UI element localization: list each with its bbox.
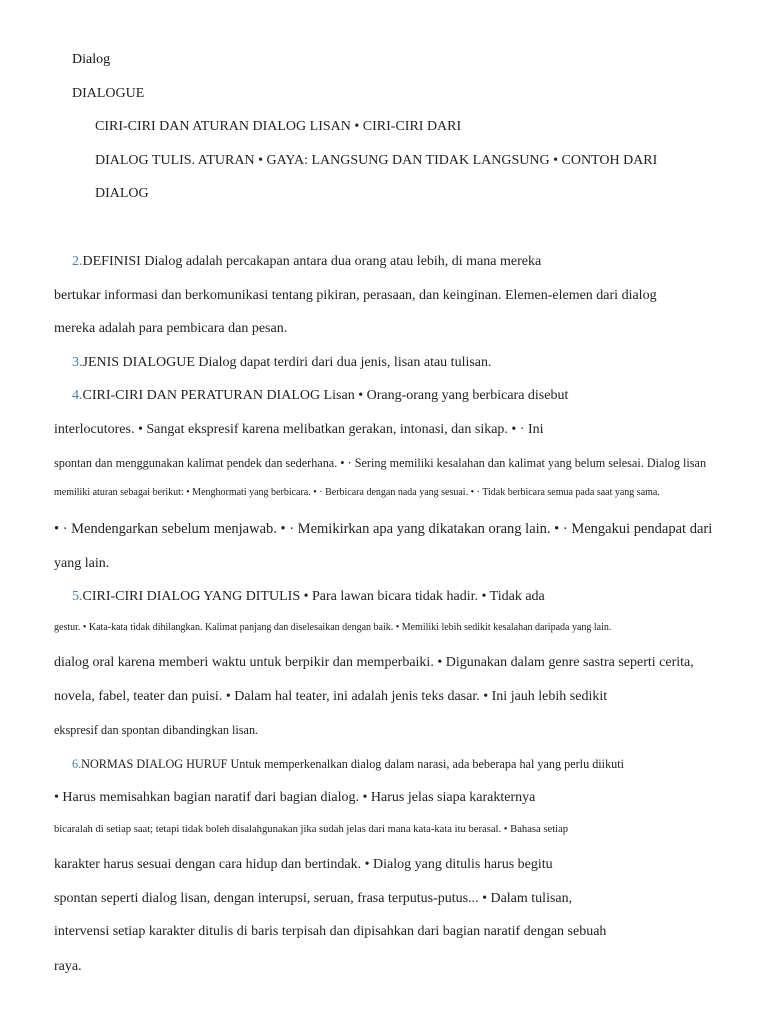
section-heading-line <box>72 389 568 403</box>
paragraph-line: karakter harus sesuai dengan cara hidup dan bertindak. • Dialog yang ditulis harus begitu <box>54 857 553 872</box>
paragraph-line: yang lain. <box>54 556 110 571</box>
paragraph-line: raya. <box>54 959 82 974</box>
paragraph-line: bicaralah di setiap saat; tetapi tidak boleh disalahgunakan jika sudah jelas dari mana kata-kata itu berasal. • Bahasa setiap <box>54 824 569 835</box>
section-number: 5. <box>72 589 83 604</box>
document-subtitle: DIALOGUE <box>72 86 145 101</box>
paragraph-line: spontan seperti dialog lisan, dengan interupsi, seruan, frasa terputus-putus... • Dalam tulisan, <box>54 891 573 906</box>
section-number: 2. <box>72 254 83 269</box>
toc-line: DIALOG TULIS. ATURAN • GAYA: LANGSUNG DAN TIDAK LANGSUNG • CONTOH DARI <box>95 153 658 168</box>
section-number: 6. <box>72 757 82 771</box>
section-number: 4. <box>72 388 83 403</box>
section-first-line: DEFINISI Dialog adalah percakapan antara dua orang atau lebih, di mana mereka <box>82 254 542 269</box>
section-first-line: JENIS DIALOGUE Dialog dapat terdiri dari dua jenis, lisan atau tulisan. <box>82 355 492 370</box>
paragraph-line: • · Mendengarkan sebelum menjawab. • · Memikirkan apa yang dikatakan orang lain. • · Mengakui pendapat dari <box>54 521 713 537</box>
section-heading-line <box>72 758 624 770</box>
document-title: Dialog <box>72 52 111 67</box>
section-heading-line <box>72 255 541 269</box>
paragraph-line: ekspresif dan spontan dibandingkan lisan. <box>54 723 259 737</box>
toc-line: CIRI-CIRI DAN ATURAN DIALOG LISAN • CIRI-CIRI DARI <box>95 119 462 134</box>
section-number: 3. <box>72 355 83 370</box>
section-first-line: CIRI-CIRI DIALOG YANG DITULIS • Para lawan bicara tidak hadir. • Tidak ada <box>82 589 545 604</box>
paragraph-line: memiliki aturan sebagai berikut: • Menghormati yang berbicara. • · Berbicara dengan nada yang sesuai. • · Tidak berbicara semua pada saat yang sama. <box>54 487 660 498</box>
section-heading-line <box>72 590 545 604</box>
toc-line: DIALOG <box>95 186 149 201</box>
paragraph-line: interlocutores. • Sangat ekspresif karena melibatkan gerakan, intonasi, dan sikap. • · Ini <box>54 422 544 437</box>
paragraph-line: • Harus memisahkan bagian naratif dari bagian dialog. • Harus jelas siapa karakternya <box>54 790 536 805</box>
section-first-line: NORMAS DIALOG HURUF Untuk memperkenalkan dialog dalam narasi, ada beberapa hal yang perlu diikuti <box>81 757 625 771</box>
section-first-line: CIRI-CIRI DAN PERATURAN DIALOG Lisan • Orang-orang yang berbicara disebut <box>82 388 569 403</box>
section-heading-line <box>72 356 492 370</box>
paragraph-line: intervensi setiap karakter ditulis di baris terpisah dan dipisahkan dari bagian naratif dengan sebuah <box>54 924 607 939</box>
paragraph-line: dialog oral karena memberi waktu untuk berpikir dan memperbaiki. • Digunakan dalam genre sastra seperti cerita, <box>54 655 694 670</box>
paragraph-line: novela, fabel, teater dan puisi. • Dalam hal teater, ini adalah jenis teks dasar. • Ini jauh lebih sedikit <box>54 689 608 704</box>
paragraph-line: mereka adalah para pembicara dan pesan. <box>54 321 288 336</box>
paragraph-line: gestur. • Kata-kata tidak dihilangkan. Kalimat panjang dan diselesaikan dengan baik. • Memiliki lebih sedikit kesalahan daripada yang lain. <box>54 622 612 633</box>
paragraph-line: spontan dan menggunakan kalimat pendek dan sederhana. • · Sering memiliki kesalahan dan kalimat yang belum selesai. Dialog lisan <box>54 456 707 470</box>
paragraph-line: bertukar informasi dan berkomunikasi tentang pikiran, perasaan, dan keinginan. Elemen-elemen dari dialog <box>54 288 657 303</box>
